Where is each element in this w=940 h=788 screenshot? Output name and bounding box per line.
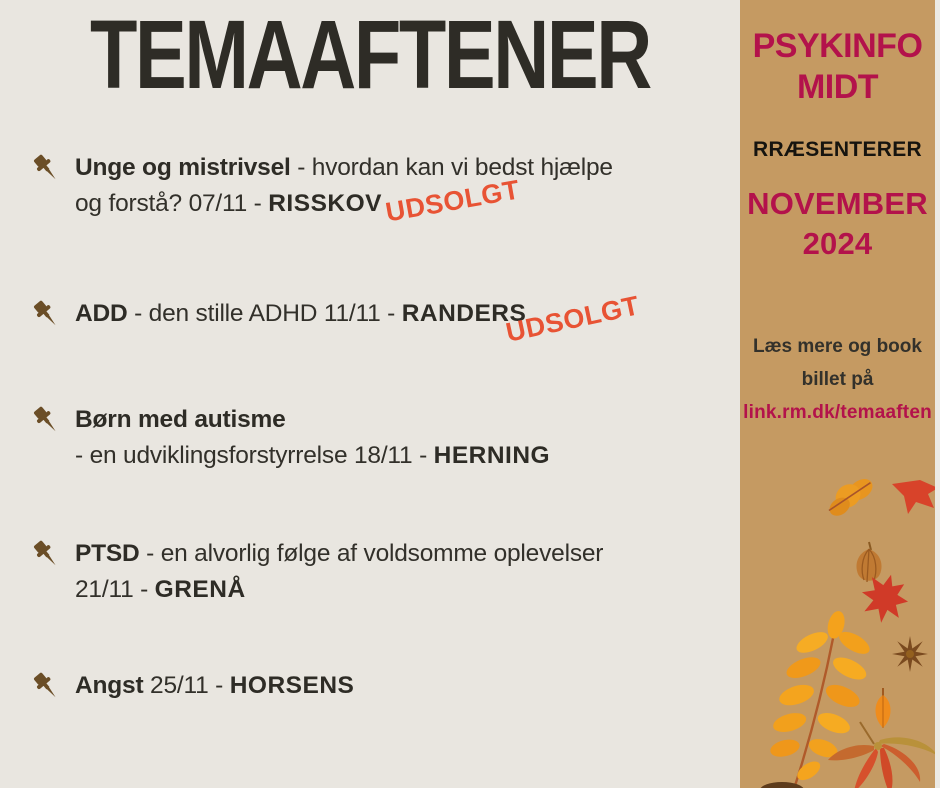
soldout-stamp: UDSOLGT — [383, 174, 522, 228]
event-description: - den stille ADHD 11/11 - — [127, 300, 402, 327]
event-location: RISSKOV — [268, 190, 383, 217]
cta-block — [740, 330, 935, 429]
pushpin-icon — [28, 668, 66, 706]
month-line1: NOVEMBER — [747, 186, 928, 221]
event-description: og forstå? 07/11 - — [75, 190, 269, 217]
event-text — [75, 668, 733, 704]
presents-label: RRÆSENTERER — [753, 138, 922, 161]
event-title: Børn med autisme — [75, 406, 286, 433]
oak-leaf-icon — [818, 468, 882, 526]
brand-title — [740, 26, 935, 108]
event-location: HERNING — [433, 442, 551, 469]
cta-line1: Læs mere og book — [753, 336, 922, 357]
event-description: - en alvorlig følge af voldsomme oplevelser — [139, 540, 604, 567]
brand-line1: PSYKINFO — [752, 27, 923, 65]
booking-link[interactable]: link.rm.dk/temaaften — [743, 402, 932, 423]
right-edge-strip — [935, 0, 940, 788]
month-label — [740, 184, 935, 264]
event-item-ptsd — [28, 536, 733, 608]
month-line2: 2024 — [802, 226, 873, 261]
pushpin-icon — [28, 536, 66, 574]
soldout-stamp: UDSOLGT — [503, 290, 643, 348]
event-item-add — [28, 290, 733, 348]
pushpin-icon — [28, 296, 66, 334]
event-location: RANDERS — [401, 300, 527, 327]
cta-line2: billet på — [801, 369, 874, 390]
event-description: 21/11 - — [75, 576, 155, 603]
event-item-boern-med-autisme — [28, 402, 733, 474]
poster-title: TEMAAFTENER — [90, 0, 650, 109]
event-item-unge-og-mistrivsel — [28, 150, 733, 228]
event-description: 25/11 - — [143, 672, 230, 699]
sidebar — [740, 0, 935, 788]
event-title: Angst — [75, 672, 144, 699]
brand-line2: MIDT — [796, 68, 879, 106]
event-description: - en udviklingsforstyrrelse 18/11 - — [75, 442, 434, 469]
creeper-leaf-icon — [826, 716, 935, 788]
leaf-tip-icon — [758, 780, 806, 788]
pushpin-icon — [28, 150, 66, 188]
event-location: GRENÅ — [154, 576, 246, 603]
event-title: PTSD — [75, 540, 140, 567]
event-item-angst — [28, 668, 733, 704]
event-text — [75, 536, 733, 608]
title-wrap — [0, 0, 740, 109]
event-title: ADD — [75, 300, 128, 327]
event-text — [75, 402, 733, 474]
star-anise-icon — [890, 634, 930, 674]
pushpin-icon — [28, 402, 66, 440]
event-title: Unge og mistrivsel — [75, 154, 291, 181]
event-description: - hvordan kan vi bedst hjælpe — [290, 154, 613, 181]
maple-fragment-icon — [890, 478, 935, 518]
event-location: HORSENS — [229, 672, 355, 699]
